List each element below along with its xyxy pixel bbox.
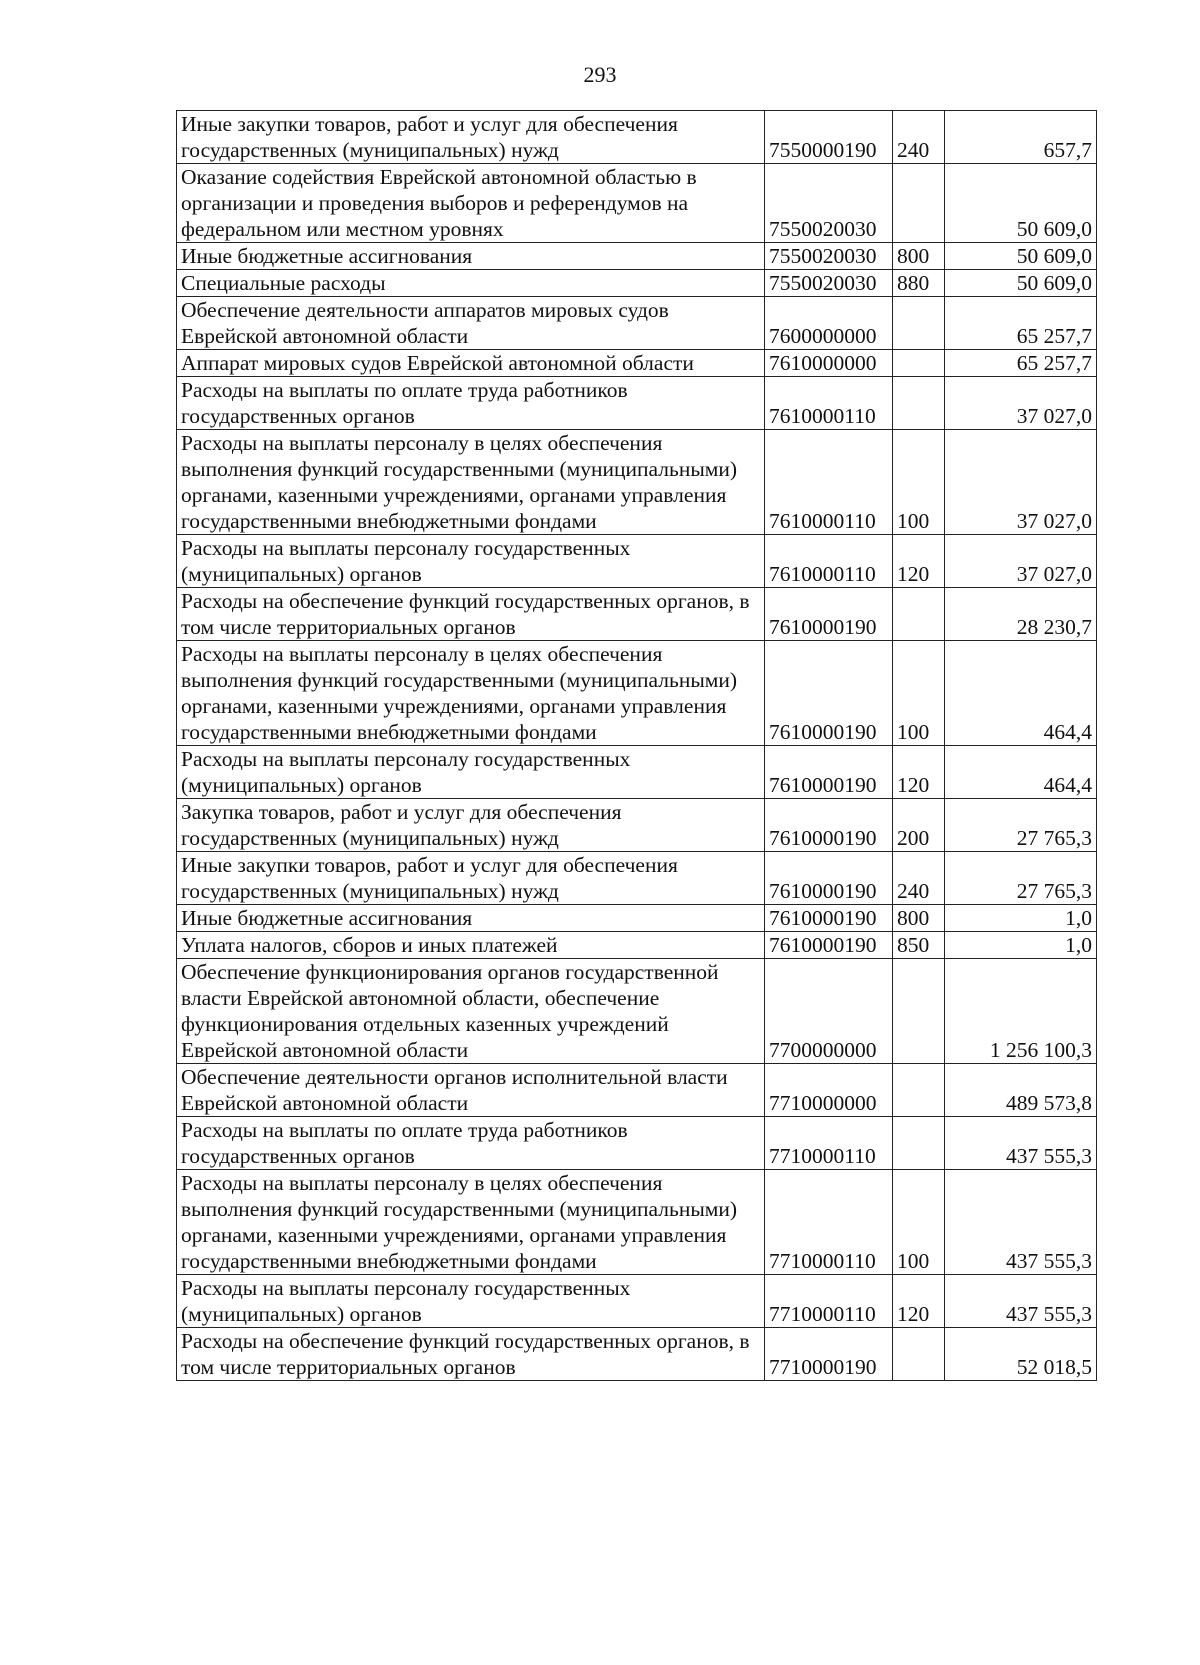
table-row [177, 430, 1097, 535]
row-amount-cell: 489 573,8 [945, 1064, 1097, 1117]
row-code-cell: 7610000190 [765, 852, 893, 905]
row-amount-cell: 28 230,7 [945, 588, 1097, 641]
row-code-cell: 7610000190 [765, 932, 893, 959]
row-type-cell [893, 164, 945, 243]
row-type-cell [893, 297, 945, 350]
row-code-cell: 7610000190 [765, 588, 893, 641]
row-name-cell: Расходы на выплаты по оплате труда работников государственных органов [177, 1117, 765, 1170]
table-row [177, 350, 1097, 377]
row-code-cell: 7610000190 [765, 641, 893, 746]
table-row [177, 905, 1097, 932]
row-type-cell: 100 [893, 1170, 945, 1275]
row-amount-cell: 1,0 [945, 905, 1097, 932]
row-type-cell: 850 [893, 932, 945, 959]
row-name-cell: Обеспечение деятельности органов исполнительной власти Еврейской автономной области [177, 1064, 765, 1117]
row-amount-cell: 1,0 [945, 932, 1097, 959]
row-code-cell: 7710000000 [765, 1064, 893, 1117]
row-name-cell: Расходы на обеспечение функций государственных органов, в том числе территориальных органов [177, 1328, 765, 1381]
row-code-cell: 7610000190 [765, 746, 893, 799]
row-code-cell: 7610000190 [765, 799, 893, 852]
row-name-cell: Расходы на выплаты по оплате труда работников государственных органов [177, 377, 765, 430]
row-type-cell: 120 [893, 535, 945, 588]
row-type-cell [893, 1328, 945, 1381]
table-row [177, 270, 1097, 297]
row-code-cell: 7550020030 [765, 164, 893, 243]
row-name-cell: Обеспечение функционирования органов государственной власти Еврейской автономной области, обеспечение функционирования отдельных казенных учреждений Еврейской автономной области [177, 959, 765, 1064]
row-amount-cell: 464,4 [945, 746, 1097, 799]
row-code-cell: 7610000110 [765, 535, 893, 588]
row-name-cell: Уплата налогов, сборов и иных платежей [177, 932, 765, 959]
row-name-cell: Обеспечение деятельности аппаратов мировых судов Еврейской автономной области [177, 297, 765, 350]
row-code-cell: 7550020030 [765, 243, 893, 270]
row-amount-cell: 37 027,0 [945, 377, 1097, 430]
row-amount-cell: 65 257,7 [945, 297, 1097, 350]
row-name-cell: Расходы на выплаты персоналу государственных (муниципальных) органов [177, 535, 765, 588]
row-amount-cell: 437 555,3 [945, 1117, 1097, 1170]
row-amount-cell: 437 555,3 [945, 1275, 1097, 1328]
row-name-cell: Расходы на выплаты персоналу государственных (муниципальных) органов [177, 746, 765, 799]
row-type-cell: 800 [893, 905, 945, 932]
row-amount-cell: 50 609,0 [945, 243, 1097, 270]
row-name-cell: Аппарат мировых судов Еврейской автономной области [177, 350, 765, 377]
row-name-cell: Расходы на выплаты персоналу государственных (муниципальных) органов [177, 1275, 765, 1328]
table-row [177, 297, 1097, 350]
row-name-cell: Расходы на выплаты персоналу в целях обеспечения выполнения функций государственными (муниципальными) органами, казенными учреждениями, органами управления государственными внебюджетными фондами [177, 1170, 765, 1275]
row-name-cell: Закупка товаров, работ и услуг для обеспечения государственных (муниципальных) нужд [177, 799, 765, 852]
table-row [177, 535, 1097, 588]
row-type-cell: 800 [893, 243, 945, 270]
row-code-cell: 7610000110 [765, 377, 893, 430]
row-type-cell [893, 1117, 945, 1170]
row-amount-cell: 50 609,0 [945, 164, 1097, 243]
table-row [177, 588, 1097, 641]
row-code-cell: 7600000000 [765, 297, 893, 350]
row-type-cell: 120 [893, 746, 945, 799]
table-row [177, 932, 1097, 959]
row-amount-cell: 37 027,0 [945, 535, 1097, 588]
table-row [177, 959, 1097, 1064]
table-row [177, 377, 1097, 430]
table-row [177, 1117, 1097, 1170]
row-code-cell: 7710000190 [765, 1328, 893, 1381]
row-code-cell: 7550000190 [765, 111, 893, 164]
row-name-cell: Иные закупки товаров, работ и услуг для обеспечения государственных (муниципальных) нужд [177, 111, 765, 164]
row-amount-cell: 50 609,0 [945, 270, 1097, 297]
row-name-cell: Иные бюджетные ассигнования [177, 243, 765, 270]
row-name-cell: Иные бюджетные ассигнования [177, 905, 765, 932]
table-row [177, 111, 1097, 164]
row-code-cell: 7610000190 [765, 905, 893, 932]
row-type-cell: 100 [893, 430, 945, 535]
row-amount-cell: 464,4 [945, 641, 1097, 746]
row-amount-cell: 37 027,0 [945, 430, 1097, 535]
table-row [177, 1064, 1097, 1117]
row-type-cell [893, 350, 945, 377]
row-code-cell: 7610000110 [765, 430, 893, 535]
row-name-cell: Оказание содействия Еврейской автономной областью в организации и проведения выборов и референдумов на федеральном или местном уровнях [177, 164, 765, 243]
table-row [177, 641, 1097, 746]
row-amount-cell: 27 765,3 [945, 799, 1097, 852]
row-type-cell: 240 [893, 852, 945, 905]
row-amount-cell: 27 765,3 [945, 852, 1097, 905]
row-code-cell: 7550020030 [765, 270, 893, 297]
row-amount-cell: 437 555,3 [945, 1170, 1097, 1275]
row-name-cell: Расходы на выплаты персоналу в целях обеспечения выполнения функций государственными (муниципальными) органами, казенными учреждениями, органами управления государственными внебюджетными фондами [177, 430, 765, 535]
row-type-cell: 240 [893, 111, 945, 164]
table-row [177, 799, 1097, 852]
budget-table [176, 110, 1097, 1381]
row-name-cell: Иные закупки товаров, работ и услуг для обеспечения государственных (муниципальных) нужд [177, 852, 765, 905]
row-type-cell: 880 [893, 270, 945, 297]
row-amount-cell: 52 018,5 [945, 1328, 1097, 1381]
row-code-cell: 7710000110 [765, 1117, 893, 1170]
table-row [177, 746, 1097, 799]
row-code-cell: 7710000110 [765, 1170, 893, 1275]
row-name-cell: Расходы на выплаты персоналу в целях обеспечения выполнения функций государственными (муниципальными) органами, казенными учреждениями, органами управления государственными внебюджетными фондами [177, 641, 765, 746]
table-row [177, 852, 1097, 905]
row-type-cell: 100 [893, 641, 945, 746]
row-amount-cell: 65 257,7 [945, 350, 1097, 377]
table-row [177, 1170, 1097, 1275]
table-row [177, 1275, 1097, 1328]
row-name-cell: Специальные расходы [177, 270, 765, 297]
row-type-cell [893, 377, 945, 430]
row-amount-cell: 657,7 [945, 111, 1097, 164]
row-code-cell: 7710000110 [765, 1275, 893, 1328]
table-row [177, 243, 1097, 270]
row-type-cell: 120 [893, 1275, 945, 1328]
table-row [177, 1328, 1097, 1381]
budget-table-body [177, 111, 1097, 1381]
row-type-cell [893, 588, 945, 641]
row-type-cell [893, 1064, 945, 1117]
row-name-cell: Расходы на обеспечение функций государственных органов, в том числе территориальных органов [177, 588, 765, 641]
row-code-cell: 7700000000 [765, 959, 893, 1064]
page-number: 293 [583, 62, 617, 87]
row-code-cell: 7610000000 [765, 350, 893, 377]
table-row [177, 164, 1097, 243]
row-type-cell [893, 959, 945, 1064]
row-type-cell: 200 [893, 799, 945, 852]
row-amount-cell: 1 256 100,3 [945, 959, 1097, 1064]
